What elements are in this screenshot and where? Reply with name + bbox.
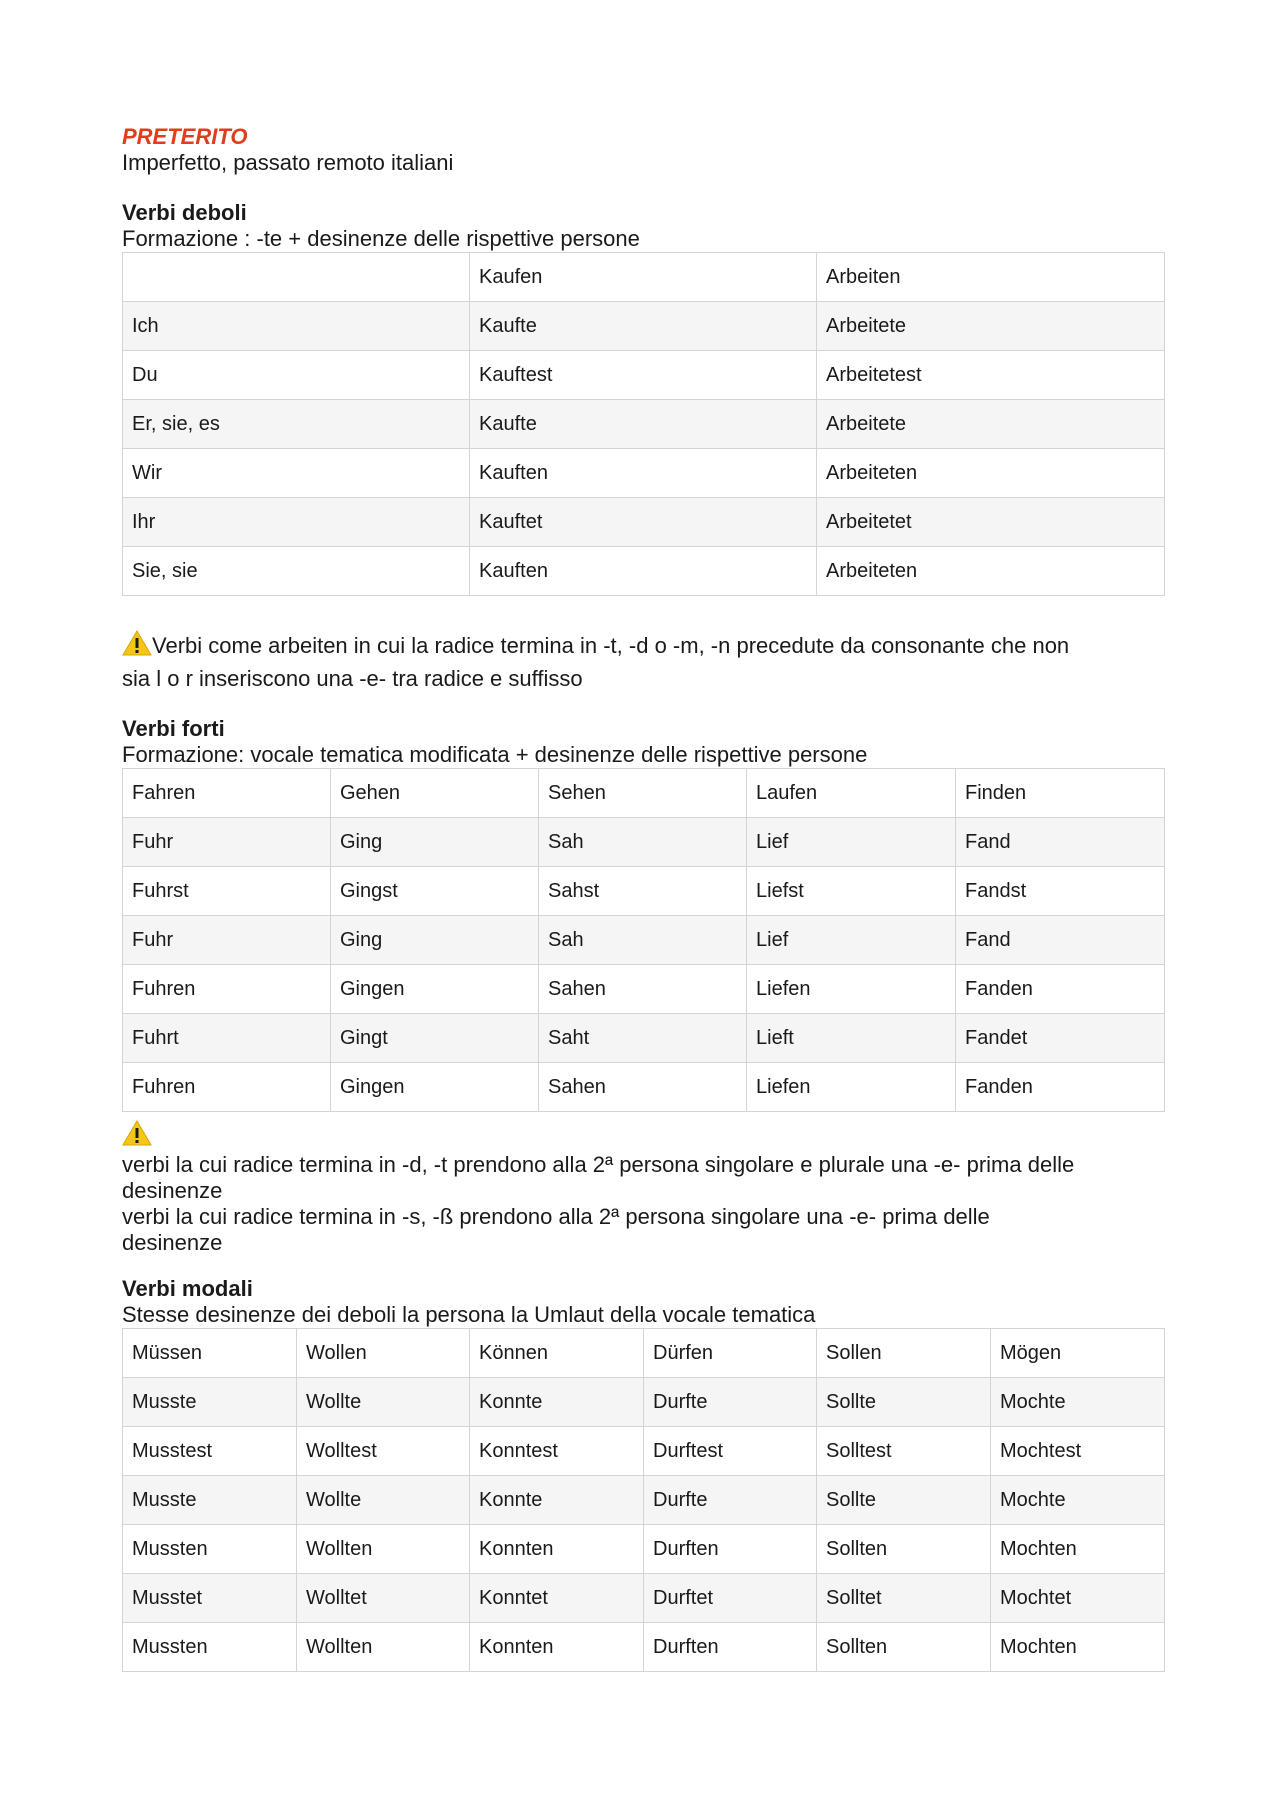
table-cell: Gingen xyxy=(331,1063,539,1112)
table-cell: Durftest xyxy=(644,1427,817,1476)
strong-note-a2: desinenze xyxy=(122,1178,223,1203)
table-cell: Durften xyxy=(644,1525,817,1574)
table-row xyxy=(123,1623,1165,1672)
page-subtitle: Imperfetto, passato remoto italiani xyxy=(122,150,454,175)
weak-verbs-note xyxy=(122,630,1164,694)
table-row xyxy=(123,1378,1165,1427)
table-cell: Gingst xyxy=(331,867,539,916)
table-cell: Sollten xyxy=(817,1525,991,1574)
table-cell: Liefen xyxy=(747,965,956,1014)
table-cell: Arbeiteten xyxy=(817,449,1165,498)
table-cell: Mochte xyxy=(991,1476,1165,1525)
table-cell: Mochten xyxy=(991,1525,1165,1574)
table-cell: Sollte xyxy=(817,1476,991,1525)
table-row xyxy=(123,867,1165,916)
table-cell: Gehen xyxy=(331,769,539,818)
table-cell: Fanden xyxy=(956,965,1165,1014)
page-title: PRETERITO xyxy=(122,124,248,149)
table-cell: Wollte xyxy=(297,1378,470,1427)
table-cell: Sollten xyxy=(817,1623,991,1672)
table-row xyxy=(123,1476,1165,1525)
table-cell: Fuhrst xyxy=(123,867,331,916)
table-cell: Arbeitete xyxy=(817,302,1165,351)
table-cell: Kaufen xyxy=(470,253,817,302)
table-cell: Mochtest xyxy=(991,1427,1165,1476)
document-page xyxy=(122,124,1164,1672)
table-cell: Konnten xyxy=(470,1623,644,1672)
modal-verbs-table xyxy=(122,1328,1165,1672)
table-cell: Konnten xyxy=(470,1525,644,1574)
table-row xyxy=(123,818,1165,867)
table-cell: Fuhrt xyxy=(123,1014,331,1063)
warning-icon xyxy=(122,1120,152,1152)
warning-icon xyxy=(122,630,152,664)
table-row xyxy=(123,1525,1165,1574)
table-cell: Fuhren xyxy=(123,965,331,1014)
table-cell: Sie, sie xyxy=(123,547,470,596)
table-cell: Ging xyxy=(331,818,539,867)
table-cell: Kauften xyxy=(470,449,817,498)
modal-verbs-formation: Stesse desinenze dei deboli la persona la Umlaut della vocale tematica xyxy=(122,1302,816,1327)
table-cell: Müssen xyxy=(123,1329,297,1378)
weak-verbs-heading: Verbi deboli xyxy=(122,200,247,225)
table-row xyxy=(123,253,1165,302)
table-cell: Lief xyxy=(747,916,956,965)
table-cell: Ging xyxy=(331,916,539,965)
table-cell: Sahst xyxy=(539,867,747,916)
table-cell: Sahen xyxy=(539,1063,747,1112)
table-cell: Arbeiten xyxy=(817,253,1165,302)
table-cell: Arbeitete xyxy=(817,400,1165,449)
table-cell: Fahren xyxy=(123,769,331,818)
table-cell: Sah xyxy=(539,818,747,867)
table-row xyxy=(123,1574,1165,1623)
table-row xyxy=(123,1063,1165,1112)
table-cell: Sehen xyxy=(539,769,747,818)
table-cell: Gingen xyxy=(331,965,539,1014)
strong-verbs-table xyxy=(122,768,1165,1112)
table-cell: Ihr xyxy=(123,498,470,547)
table-cell: Fanden xyxy=(956,1063,1165,1112)
table-cell: Saht xyxy=(539,1014,747,1063)
table-row xyxy=(123,916,1165,965)
table-cell: Finden xyxy=(956,769,1165,818)
table-row xyxy=(123,965,1165,1014)
table-cell: Liefen xyxy=(747,1063,956,1112)
table-row xyxy=(123,351,1165,400)
table-cell: Wolltest xyxy=(297,1427,470,1476)
table-cell: Musstest xyxy=(123,1427,297,1476)
table-cell: Sahen xyxy=(539,965,747,1014)
table-cell xyxy=(123,253,470,302)
table-cell: Konnte xyxy=(470,1476,644,1525)
table-cell: Kauftet xyxy=(470,498,817,547)
table-cell: Fand xyxy=(956,818,1165,867)
table-cell: Fandst xyxy=(956,867,1165,916)
modal-verbs-heading: Verbi modali xyxy=(122,1276,253,1301)
table-cell: Kaufte xyxy=(470,302,817,351)
table-cell: Können xyxy=(470,1329,644,1378)
table-cell: Fand xyxy=(956,916,1165,965)
table-cell: Durfte xyxy=(644,1378,817,1427)
table-row xyxy=(123,769,1165,818)
table-cell: Lieft xyxy=(747,1014,956,1063)
table-cell: Fandet xyxy=(956,1014,1165,1063)
table-cell: Laufen xyxy=(747,769,956,818)
table-cell: Ich xyxy=(123,302,470,351)
weak-verbs-table xyxy=(122,252,1165,596)
table-row xyxy=(123,547,1165,596)
table-cell: Wolltet xyxy=(297,1574,470,1623)
table-cell: Arbeitetet xyxy=(817,498,1165,547)
table-cell: Fuhren xyxy=(123,1063,331,1112)
table-cell: Wollten xyxy=(297,1623,470,1672)
strong-note-a1: verbi la cui radice termina in -d, -t prendono alla 2ª persona singolare e plurale una -e- prima delle xyxy=(122,1152,1075,1177)
table-row xyxy=(123,498,1165,547)
table-row xyxy=(123,302,1165,351)
table-cell: Kaufte xyxy=(470,400,817,449)
table-cell: Sollen xyxy=(817,1329,991,1378)
weak-verbs-formation: Formazione : -te + desinenze delle rispettive persone xyxy=(122,226,640,251)
table-cell: Durftet xyxy=(644,1574,817,1623)
table-cell: Solltest xyxy=(817,1427,991,1476)
strong-verbs-formation: Formazione: vocale tematica modificata + desinenze delle rispettive persone xyxy=(122,742,868,767)
table-cell: Mochte xyxy=(991,1378,1165,1427)
table-cell: Lief xyxy=(747,818,956,867)
table-cell: Du xyxy=(123,351,470,400)
table-cell: Fuhr xyxy=(123,916,331,965)
table-cell: Mögen xyxy=(991,1329,1165,1378)
weak-note-line2: sia l o r inseriscono una -e- tra radice e suffisso xyxy=(122,666,583,691)
table-cell: Mussten xyxy=(123,1623,297,1672)
table-row xyxy=(123,400,1165,449)
strong-verbs-heading: Verbi forti xyxy=(122,716,225,741)
table-cell: Konntet xyxy=(470,1574,644,1623)
table-cell: Wollen xyxy=(297,1329,470,1378)
table-cell: Mussten xyxy=(123,1525,297,1574)
table-cell: Musste xyxy=(123,1476,297,1525)
table-cell: Konnte xyxy=(470,1378,644,1427)
table-cell: Durfte xyxy=(644,1476,817,1525)
table-cell: Wir xyxy=(123,449,470,498)
weak-note-line1: Verbi come arbeiten in cui la radice termina in -t, -d o -m, -n precedute da consonante che non xyxy=(152,633,1070,658)
table-cell: Kauftest xyxy=(470,351,817,400)
table-cell: Sollte xyxy=(817,1378,991,1427)
table-cell: Arbeitetest xyxy=(817,351,1165,400)
table-row xyxy=(123,449,1165,498)
table-cell: Gingt xyxy=(331,1014,539,1063)
table-cell: Wollte xyxy=(297,1476,470,1525)
table-cell: Musste xyxy=(123,1378,297,1427)
table-cell: Mochtet xyxy=(991,1574,1165,1623)
strong-note-b2: desinenze xyxy=(122,1230,223,1255)
table-cell: Kauften xyxy=(470,547,817,596)
table-cell: Konntest xyxy=(470,1427,644,1476)
table-cell: Fuhr xyxy=(123,818,331,867)
table-cell: Sah xyxy=(539,916,747,965)
table-row xyxy=(123,1427,1165,1476)
table-cell: Mochten xyxy=(991,1623,1165,1672)
strong-verbs-note xyxy=(122,1120,1164,1256)
table-row xyxy=(123,1014,1165,1063)
strong-note-b1: verbi la cui radice termina in -s, -ß prendono alla 2ª persona singolare una -e- prima delle xyxy=(122,1204,990,1229)
table-cell: Musstet xyxy=(123,1574,297,1623)
table-cell: Durften xyxy=(644,1623,817,1672)
table-cell: Arbeiteten xyxy=(817,547,1165,596)
table-cell: Dürfen xyxy=(644,1329,817,1378)
table-cell: Wollten xyxy=(297,1525,470,1574)
table-cell: Liefst xyxy=(747,867,956,916)
table-cell: Solltet xyxy=(817,1574,991,1623)
table-cell: Er, sie, es xyxy=(123,400,470,449)
table-row xyxy=(123,1329,1165,1378)
